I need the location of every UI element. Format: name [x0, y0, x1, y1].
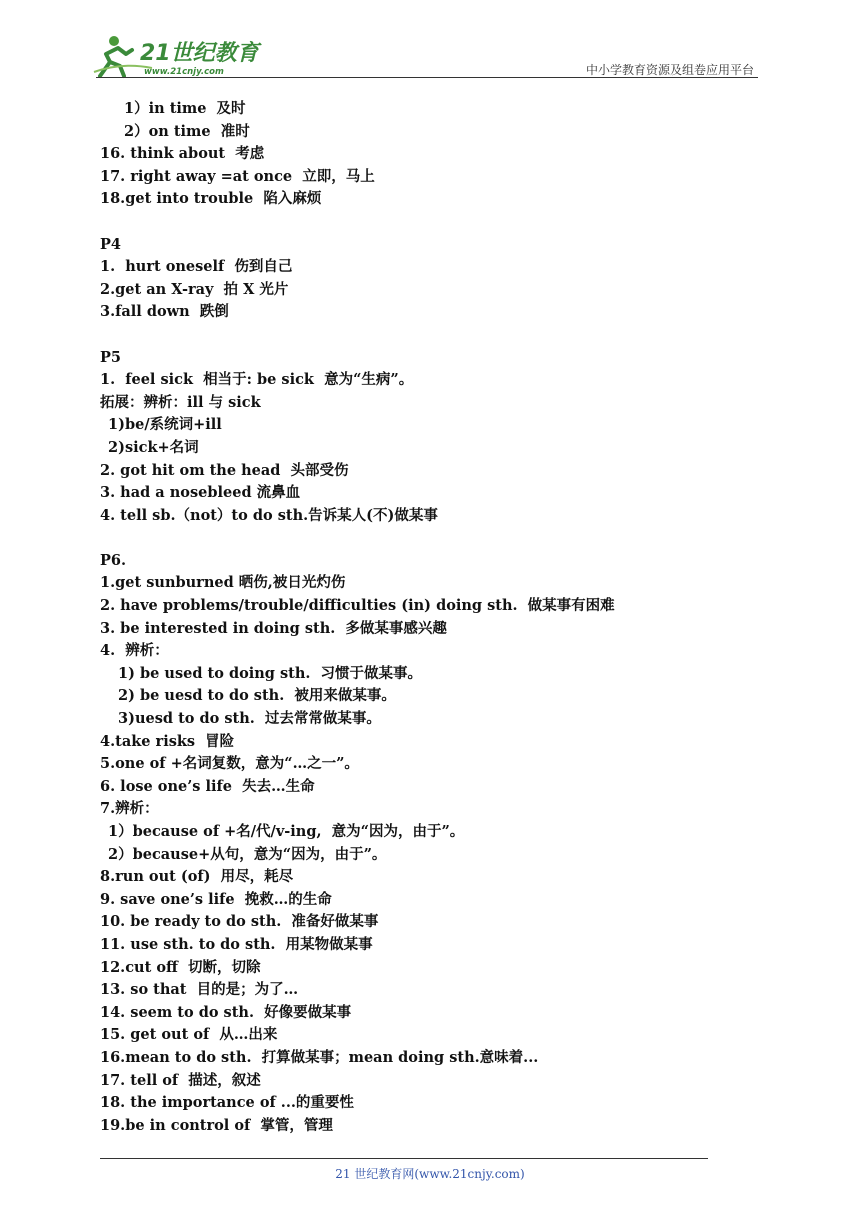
- site-logo: [92, 32, 262, 80]
- page-header: [0, 0, 860, 90]
- list-item: 16. think about 考虑: [100, 145, 265, 163]
- list-item: 16.mean to do sth. 打算做某事；mean doing sth.意味着...: [100, 1048, 539, 1066]
- list-item: 8.run out (of) 用尽，耗尽: [100, 868, 294, 886]
- runner-logo-icon: [92, 32, 262, 80]
- footer-text: 21 世纪教育网(www.21cnjy.com): [335, 1167, 525, 1181]
- list-item: 14. seem to do sth. 好像要做某事: [100, 1003, 352, 1021]
- logo-wordmark: 21世纪教育: [140, 41, 259, 66]
- list-item: P4: [100, 235, 121, 253]
- blank-line: [100, 527, 780, 550]
- list-item: 2. got hit om the head 头部受伤: [100, 461, 349, 479]
- list-item: P6.: [100, 551, 127, 569]
- list-item: 1.get sunburned 晒伤,被日光灼伤: [100, 574, 346, 592]
- list-item: 1）in time 及时: [124, 100, 246, 117]
- list-item: 4. tell sb.（not）to do sth.告诉某人(不)做某事: [100, 506, 438, 524]
- list-item: 3)uesd to do sth. 过去常常做某事。: [118, 710, 381, 728]
- logo-url: www.21cnjy.com: [144, 67, 224, 77]
- list-item: 12.cut off 切断，切除: [100, 958, 261, 976]
- list-item: 18. the importance of ...的重要性: [100, 1094, 354, 1112]
- list-item: 15. get out of 从…出来: [100, 1026, 278, 1044]
- vocabulary-list: [100, 98, 780, 1137]
- list-item: 1）because of +名/代/v-ing, 意为“因为，由于”。: [108, 823, 465, 840]
- list-item: 13. so that 目的是；为了…: [100, 981, 299, 999]
- list-item: 1. feel sick 相当于: be sick 意为“生病”。: [100, 371, 414, 389]
- list-item: 4. 辨析：: [100, 642, 169, 660]
- list-item: 17. right away =at once 立即，马上: [100, 167, 375, 185]
- footer-divider: [100, 1158, 708, 1159]
- list-item: 2）because+从句，意为“因为，由于”。: [108, 845, 387, 863]
- list-item: 9. save one’s life 挽救…的生命: [100, 890, 332, 908]
- list-item: 2. have problems/trouble/difficulties (in) doing sth. 做某事有困难: [100, 597, 615, 615]
- list-item: 2.get an X-ray 拍 X 光片: [100, 280, 289, 298]
- list-item: 拓展：辨析：ill 与 sick: [100, 393, 261, 411]
- list-item: 2）on time 准时: [124, 122, 250, 140]
- list-item: 2)sick+名词: [108, 438, 199, 456]
- list-item: 4.take risks 冒险: [100, 732, 235, 750]
- list-item: 2) be uesd to do sth. 被用来做某事。: [118, 687, 396, 705]
- list-item: 10. be ready to do sth. 准备好做某事: [100, 913, 379, 931]
- list-item: 3. be interested in doing sth. 多做某事感兴趣: [100, 619, 447, 637]
- list-item: 1) be used to doing sth. 习惯于做某事。: [118, 664, 423, 682]
- list-item: 6. lose one’s life 失去…生命: [100, 777, 315, 795]
- list-item: 7.辨析：: [100, 800, 159, 818]
- list-item: 17. tell of 描述，叙述: [100, 1071, 261, 1089]
- list-item: 1. hurt oneself 伤到自己: [100, 258, 293, 276]
- list-item: P5: [100, 348, 121, 366]
- blank-line: [100, 324, 780, 347]
- header-divider: [96, 77, 758, 78]
- blank-line: [100, 211, 780, 234]
- list-item: 1)be/系统词+ill: [108, 416, 222, 434]
- list-item: 19.be in control of 掌管，管理: [100, 1116, 333, 1134]
- platform-tagline: 中小学教育资源及组卷应用平台: [585, 63, 754, 77]
- list-item: 3. had a nosebleed 流鼻血: [100, 484, 301, 502]
- list-item: 11. use sth. to do sth. 用某物做某事: [100, 935, 373, 953]
- list-item: 18.get into trouble 陷入麻烦: [100, 190, 322, 208]
- list-item: 5.one of +名词复数，意为“…之一”。: [100, 755, 359, 773]
- list-item: 3.fall down 跌倒: [100, 303, 229, 321]
